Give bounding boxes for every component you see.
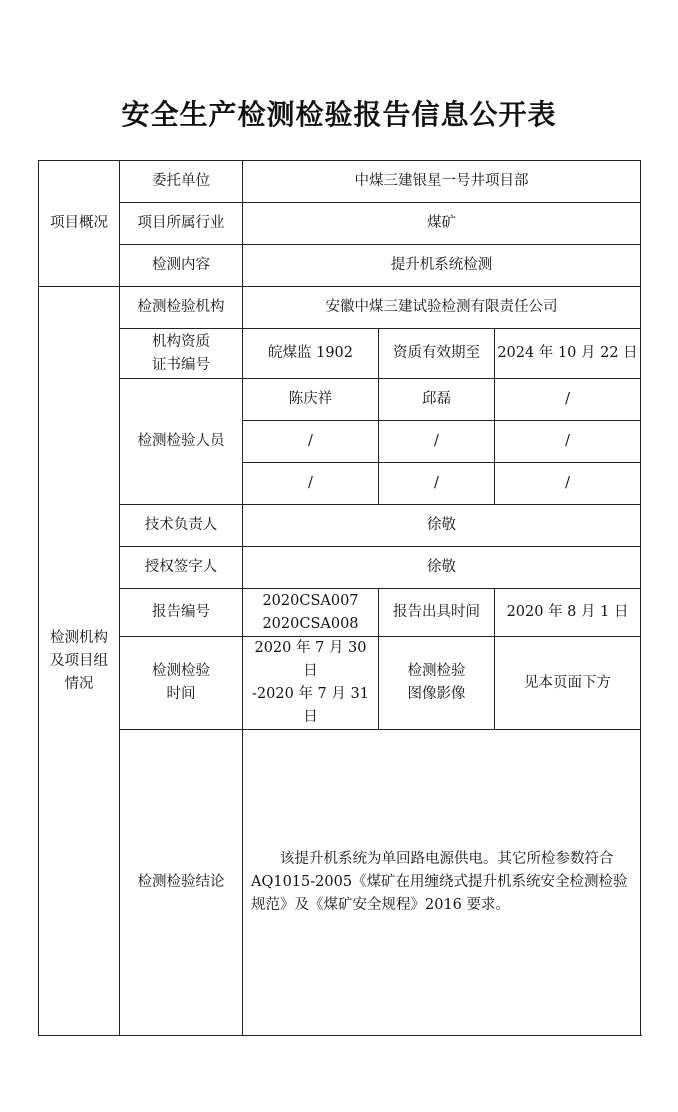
tech-lead-value: 徐敬 (243, 505, 641, 547)
personnel-cell: 邱磊 (379, 379, 495, 421)
image-label: 检测检验 图像影像 (379, 637, 495, 730)
org-value: 安徽中煤三建试验检测有限责任公司 (243, 287, 641, 329)
industry-label: 项目所属行业 (120, 203, 243, 245)
conclusion-text: 该提升机系统为单回路电源供电。其它所检参数符合 AQ1015-2005《煤矿在用缠绕式提升机系统安全检测检验规范》及《煤矿安全规程》2016 要求。 (243, 730, 641, 1036)
cert-value: 皖煤监 1902 (243, 329, 379, 379)
personnel-cell: / (495, 463, 641, 505)
issue-time-label: 报告出具时间 (379, 589, 495, 637)
personnel-cell: / (495, 379, 641, 421)
content-label: 检测内容 (120, 245, 243, 287)
test-time-label: 检测检验 时间 (120, 637, 243, 730)
section-agency-label: 检测机构及项目组情况 (39, 287, 120, 1036)
page-title: 安全生产检测检验报告信息公开表 (121, 98, 557, 131)
personnel-cell: / (243, 421, 379, 463)
tech-lead-label: 技术负责人 (120, 505, 243, 547)
client-label: 委托单位 (120, 161, 243, 203)
report-no-value: 2020CSA007 2020CSA008 (243, 589, 379, 637)
test-time-value: 2020 年 7 月 30 日 -2020 年 7 月 31 日 (243, 637, 379, 730)
personnel-cell: 陈庆祥 (243, 379, 379, 421)
personnel-cell: / (379, 421, 495, 463)
image-value: 见本页面下方 (495, 637, 641, 730)
section-overview-label: 项目概况 (39, 161, 120, 287)
section-conclusion-label: 检测检验结论 (120, 730, 243, 1036)
content-value: 提升机系统检测 (243, 245, 641, 287)
cert-label: 机构资质 证书编号 (120, 329, 243, 379)
personnel-cell: / (379, 463, 495, 505)
personnel-cell: / (495, 421, 641, 463)
report-no-label: 报告编号 (120, 589, 243, 637)
validity-label: 资质有效期至 (379, 329, 495, 379)
validity-value: 2024 年 10 月 22 日 (495, 329, 641, 379)
personnel-label: 检测检验人员 (120, 379, 243, 505)
client-value: 中煤三建银星一号井项目部 (243, 161, 641, 203)
org-label: 检测检验机构 (120, 287, 243, 329)
signer-label: 授权签字人 (120, 547, 243, 589)
personnel-cell: / (243, 463, 379, 505)
signer-value: 徐敬 (243, 547, 641, 589)
issue-time-value: 2020 年 8 月 1 日 (495, 589, 641, 637)
report-table (38, 160, 641, 1036)
industry-value: 煤矿 (243, 203, 641, 245)
